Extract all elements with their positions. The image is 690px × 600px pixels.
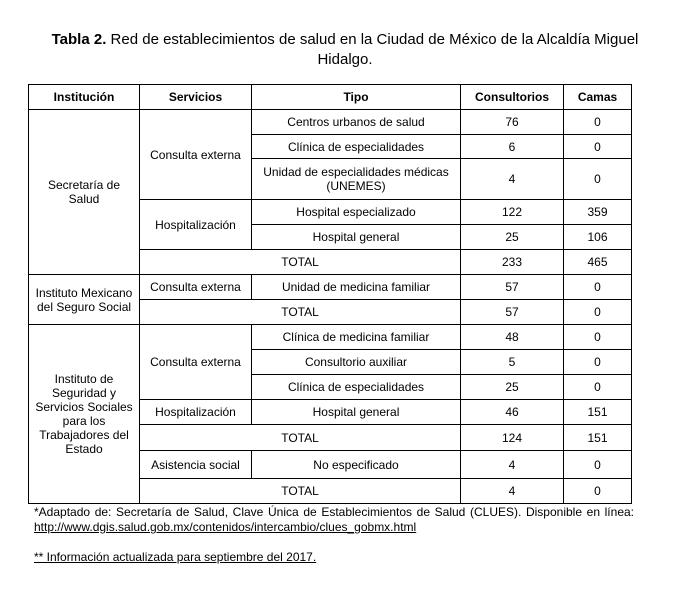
total-camas: 151 [564, 425, 632, 451]
table-row [29, 325, 632, 350]
header-consultorios: Consultorios [461, 85, 564, 110]
service-cell: Hospitalización [140, 200, 252, 250]
camas-cell: 0 [564, 350, 632, 375]
consultorios-cell: 48 [461, 325, 564, 350]
consultorios-cell: 4 [461, 451, 564, 479]
consultorios-cell: 25 [461, 375, 564, 400]
camas-cell: 0 [564, 110, 632, 135]
consultorios-cell: 6 [461, 135, 564, 159]
service-cell: Consulta externa [140, 325, 252, 400]
total-consultorios: 57 [461, 300, 564, 325]
total-camas: 465 [564, 250, 632, 275]
camas-cell: 0 [564, 135, 632, 159]
service-cell: Asistencia social [140, 451, 252, 479]
caption-label: Tabla 2. [51, 31, 107, 48]
update-footnote: ** Información actualizada para septiembre del 2017. [34, 550, 317, 564]
camas-cell: 0 [564, 375, 632, 400]
source-footnote-text: *Adaptado de: Secretaría de Salud, Clave Única de Establecimientos de Salud (CLUES). Disponible en línea: [34, 505, 634, 519]
header-servicios: Servicios [140, 85, 252, 110]
service-cell: Hospitalización [140, 400, 252, 425]
total-consultorios: 4 [461, 479, 564, 504]
tipo-cell: Clínica de medicina familiar [252, 325, 461, 350]
camas-cell: 106 [564, 225, 632, 250]
total-consultorios: 124 [461, 425, 564, 451]
institution-cell: Instituto de Seguridad y Servicios Sociales para los Trabajadores del Estado [29, 325, 140, 504]
header-camas: Camas [564, 85, 632, 110]
consultorios-cell: 5 [461, 350, 564, 375]
tipo-cell: Hospital general [252, 400, 461, 425]
tipo-cell: Hospital general [252, 225, 461, 250]
total-label: TOTAL [140, 479, 461, 504]
service-cell: Consulta externa [140, 275, 252, 300]
consultorios-cell: 76 [461, 110, 564, 135]
consultorios-cell: 57 [461, 275, 564, 300]
tipo-cell: Unidad de medicina familiar [252, 275, 461, 300]
table-row [29, 275, 632, 300]
consultorios-cell: 4 [461, 159, 564, 200]
institution-cell: Secretaría de Salud [29, 110, 140, 275]
header-institucion: Institución [29, 85, 140, 110]
camas-cell: 0 [564, 159, 632, 200]
total-camas: 0 [564, 479, 632, 504]
caption-title: Red de establecimientos de salud en la Ciudad de México de la Alcaldía Miguel Hidalgo. [110, 31, 639, 68]
source-link[interactable]: http://www.dgis.salud.gob.mx/contenidos/intercambio/clues_gobmx.html [34, 520, 417, 534]
camas-cell: 0 [564, 325, 632, 350]
total-label: TOTAL [140, 250, 461, 275]
table-row [29, 110, 632, 135]
tipo-cell: Unidad de especialidades médicas (UNEMES) [252, 159, 461, 200]
service-cell: Consulta externa [140, 110, 252, 200]
table-caption [30, 30, 660, 70]
tipo-cell: Hospital especializado [252, 200, 461, 225]
tipo-cell: Clínica de especialidades [252, 375, 461, 400]
table-header-row [29, 85, 632, 110]
total-consultorios: 233 [461, 250, 564, 275]
tipo-cell: Consultorio auxiliar [252, 350, 461, 375]
camas-cell: 0 [564, 451, 632, 479]
tipo-cell: Clínica de especialidades [252, 135, 461, 159]
camas-cell: 359 [564, 200, 632, 225]
camas-cell: 0 [564, 275, 632, 300]
consultorios-cell: 25 [461, 225, 564, 250]
total-label: TOTAL [140, 425, 461, 451]
header-tipo: Tipo [252, 85, 461, 110]
camas-cell: 151 [564, 400, 632, 425]
tipo-cell: No especificado [252, 451, 461, 479]
consultorios-cell: 46 [461, 400, 564, 425]
tipo-cell: Centros urbanos de salud [252, 110, 461, 135]
total-label: TOTAL [140, 300, 461, 325]
source-footnote [34, 505, 634, 535]
institution-cell: Instituto Mexicano del Seguro Social [29, 275, 140, 325]
consultorios-cell: 122 [461, 200, 564, 225]
total-camas: 0 [564, 300, 632, 325]
health-facilities-table [28, 84, 632, 504]
